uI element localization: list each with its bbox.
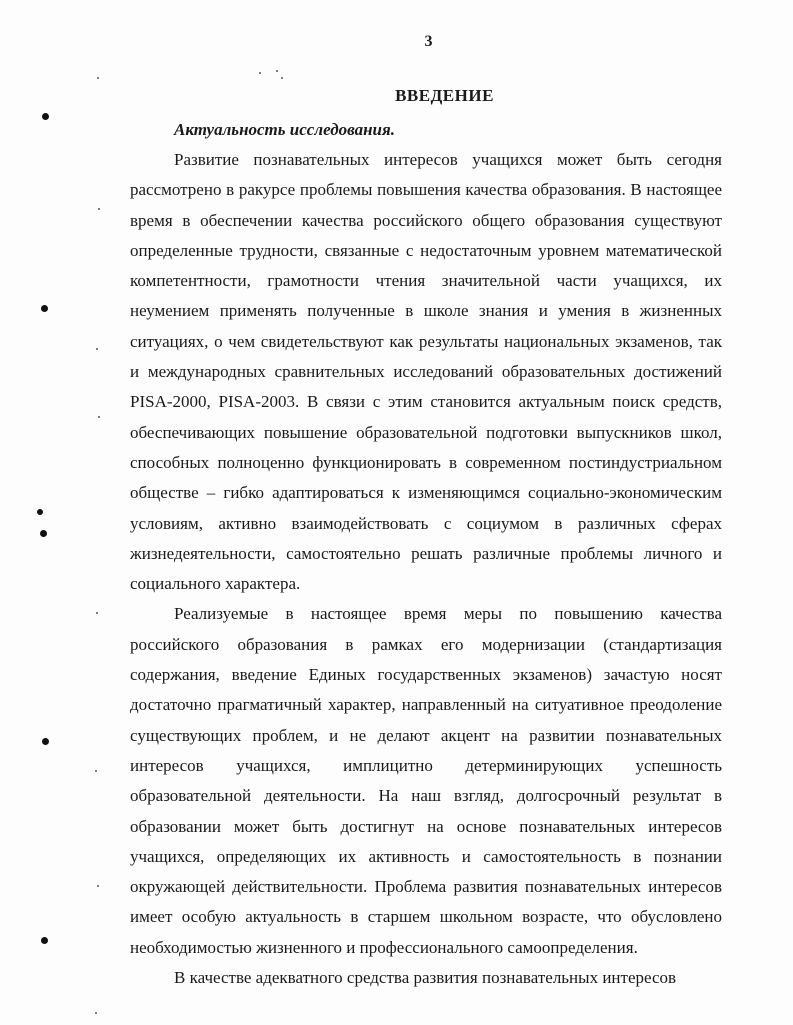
- scan-speck: [95, 770, 97, 772]
- scan-speck: [96, 348, 98, 350]
- paragraph-3: В качестве адекватного средства развития познавательных интересов: [174, 968, 677, 988]
- scan-speck: [276, 70, 278, 72]
- scan-speck: [98, 208, 100, 210]
- paragraph-2: Реализуемые в настоящее время меры по повышению качества российского образования в рамках его модернизации (стандартизация содержания, введение Единых государственных экзаменов) зачастую носят достаточно прагматичный характер, направленный на ситуативное преодоление существующих проблем, и не делают акцент на развитии познавательных интересов учащихся, имплицитно детерминирующих успешность образовательной деятельности. На наш взгляд, долгосрочный результат в образовании может быть достигнут на основе познавательных интересов учащихся, определяющих их активность и самостоятельность в познании окружающей действительности. Проблема развития познавательных интересов имеет особую актуальность в старшем школьном возрасте, что обусловлено необходимостью жизненного и профессионального самоопределения.: [130, 604, 722, 957]
- page-number: 3: [424, 33, 433, 50]
- scan-mark-dot: [40, 530, 47, 537]
- section-heading: ВВЕДЕНИЕ: [395, 86, 494, 105]
- scan-speck: [98, 416, 100, 418]
- scan-mark-dot: [42, 113, 49, 120]
- scan-mark-dot: [41, 937, 48, 944]
- body-text: [130, 145, 722, 993]
- scan-mark-dot: [41, 305, 48, 312]
- subsection-heading: Актуальность исследования.: [174, 120, 395, 139]
- scan-speck: [97, 885, 99, 887]
- scan-speck: [281, 77, 283, 79]
- scan-speck: [95, 1012, 97, 1014]
- scan-mark-dot: [42, 738, 49, 745]
- paragraph-1: Развитие познавательных интересов учащихся может быть сегодня рассмотрено в ракурсе проблемы повышения качества образования. В настоящее время в обеспечении качества российского общего образования существуют определенные трудности, связанные с недостаточным уровнем математической компетентности, грамотности чтения значительной части учащихся, их неумением применять полученные в школе знания и умения в жизненных ситуациях, о чем свидетельствуют как результаты национальных экзаменов, так и международных сравнительных исследований образовательных достижений PISA-2000, PISA-2003. В связи с этим становится актуальным поиск средств, обеспечивающих повышение образовательной подготовки выпускников школ, способных полноценно функционировать в современном постиндустриальном обществе – гибко адаптироваться к изменяющимся социально-экономическим условиям, активно взаимодействовать с социумом в различных сферах жизнедеятельности, самостоятельно решать различные проблемы личного и социального характера.: [130, 150, 722, 594]
- scan-mark-dot: [37, 509, 43, 515]
- scan-speck: [259, 72, 261, 74]
- scan-speck: [96, 612, 98, 614]
- scan-speck: [97, 77, 99, 79]
